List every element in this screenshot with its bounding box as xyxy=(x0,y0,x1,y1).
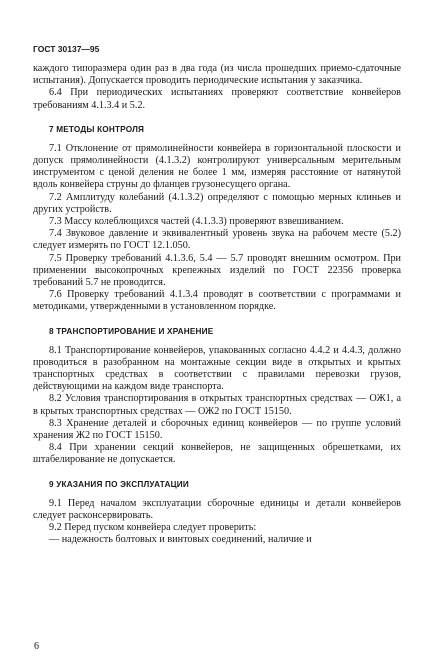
section-heading: 7 МЕТОДЫ КОНТРОЛЯ xyxy=(49,124,145,134)
paragraph: 7.2 Амплитуду колебаний (4.1.3.2) определяют с помощью мерных клиньев и других устройств. xyxy=(33,191,401,215)
standard-header: ГОСТ 30137—95 xyxy=(33,44,100,54)
section-heading: 9 УКАЗАНИЯ ПО ЭКСПЛУАТАЦИИ xyxy=(49,479,189,489)
paragraph: 7.6 Проверку требований 4.1.3.4 проводят в соответствии с программами и методиками, утвержденными в установленном порядке. xyxy=(33,289,401,313)
paragraph: 7.5 Проверку требований 4.1.3.6, 5.4 — 5.7 проводят внешним осмотром. При применении высокопрочных крепежных изделий по ГОСТ 22356 проверка требований 5.7 не проводится. xyxy=(33,252,401,289)
paragraph: 6.4 При периодических испытаниях проверяют соответствие конвейеров требованиям 4.1.3.4 и 5.2. xyxy=(33,87,401,111)
paragraph: 9.2 Перед пуском конвейера следует проверить: xyxy=(49,522,257,534)
paragraph: — надежность болтовых и винтовых соединений, наличие и xyxy=(49,534,312,546)
document-body xyxy=(33,63,401,547)
paragraph: 7.1 Отклонение от прямолинейности конвейера в горизонтальной плоскости и допуск прямолинейности (4.1.3.2) контролируют универсальным мерительным инструментом с ценой деления не более 1 мм, измеряя расстояние от натянутой вдоль конвейера струны до фланцев грузонесущего органа. xyxy=(33,142,401,191)
page-number: 6 xyxy=(34,641,39,652)
paragraph: 8.2 Условия транспортирования в открытых транспортных средствах — ОЖ1, а в крытых транспортных средствах — ОЖ2 по ГОСТ 15150. xyxy=(33,393,401,417)
document-page xyxy=(33,44,401,547)
paragraph: 7.3 Массу колеблющихся частей (4.1.3.3) проверяют взвешиванием. xyxy=(49,216,344,228)
section-heading: 8 ТРАНСПОРТИРОВАНИЕ И ХРАНЕНИЕ xyxy=(49,326,214,336)
paragraph: 8.4 При хранении секций конвейеров, не защищенных обрешетками, их штабелирование не допускается. xyxy=(33,442,401,466)
paragraph: 8.1 Транспортирование конвейеров, упакованных согласно 4.4.2 и 4.4.3, должно проводиться в разобранном на монтажные секции виде в открытых и крытых транспортных средствах в соответствии с правилами перевозки грузов, действующими на каждом виде транспорта. xyxy=(33,344,401,393)
paragraph: 9.1 Перед началом эксплуатации сборочные единицы и детали конвейеров следует расконсервировать. xyxy=(33,497,401,521)
paragraph: каждого типоразмера один раз в два года (из числа прошедших приемо-сдаточные испытания). Допускается проводить периодические испытания у заказчика. xyxy=(33,63,401,87)
paragraph: 7.4 Звуковое давление и эквивалентный уровень звука на рабочем месте (5.2) следует измерять по ГОСТ 12.1.050. xyxy=(33,228,401,252)
paragraph: 8.3 Хранение деталей и сборочных единиц конвейеров — по группе условий хранения Ж2 по ГОСТ 15150. xyxy=(33,417,401,442)
